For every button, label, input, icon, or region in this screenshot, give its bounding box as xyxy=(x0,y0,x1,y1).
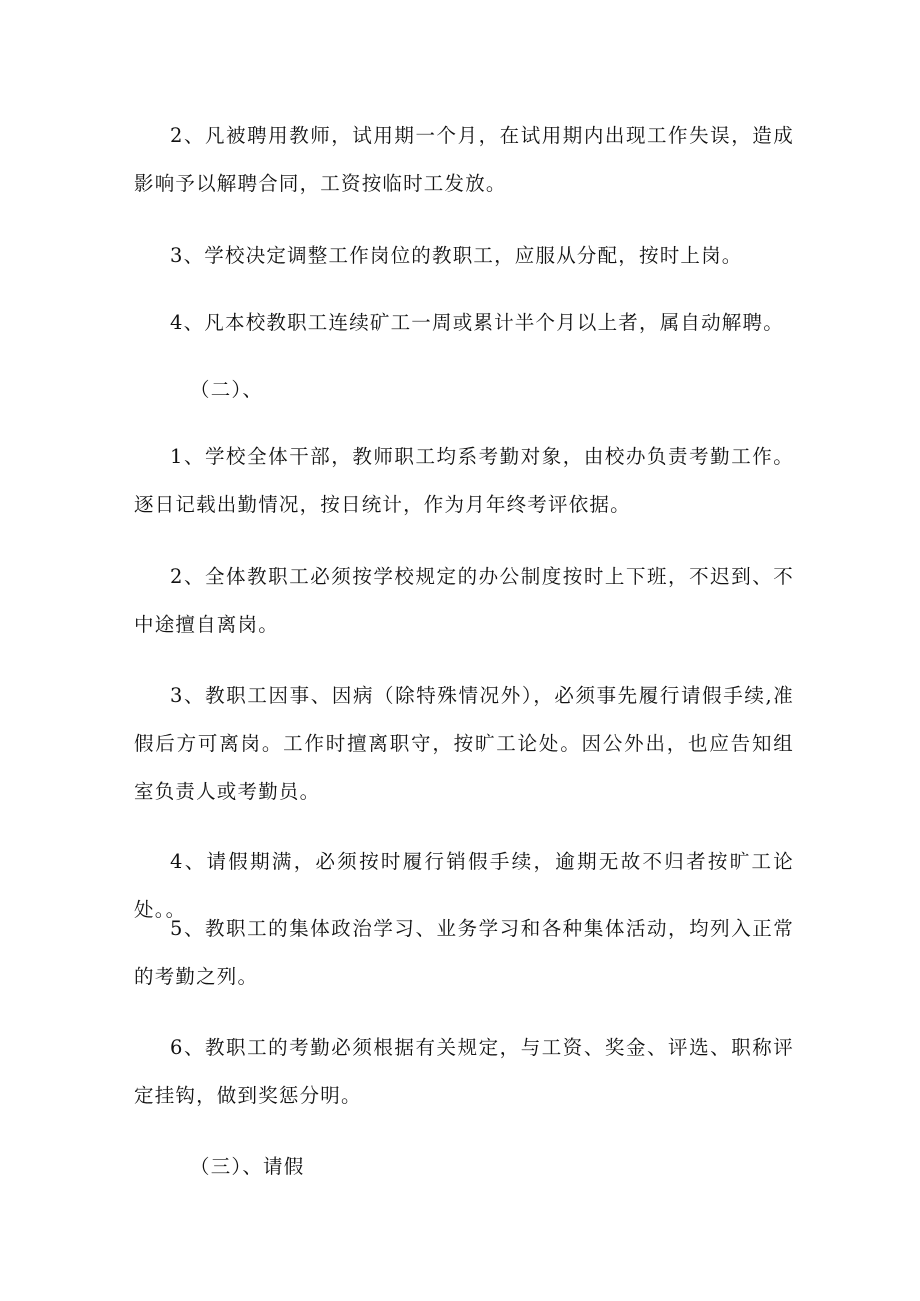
paragraph-collective-activities: 5、教职工的集体政治学习、业务学习和各种集体活动，均列入正常的考勤之列。 xyxy=(134,917,794,988)
paragraph-attendance-scope: 1、学校全体干部，教师职工均系考勤对象，由校办负责考勤工作。逐日记载出勤情况，按日统计，作为月年终考评依据。 xyxy=(134,445,794,516)
paragraph-auto-dismissal: 4、凡本校教职工连续矿工一周或累计半个月以上者，属自动解聘。 xyxy=(170,311,784,334)
paragraph-reassignment: 3、学校决定调整工作岗位的教职工，应服从分配，按时上岗。 xyxy=(170,244,743,267)
paragraph-office-hours: 2、全体教职工必须按学校规定的办公制度按时上下班，不迟到、不中途擅自离岗。 xyxy=(134,565,794,636)
paragraph-leave-procedure: 3、教职工因事、因病（除特殊情况外），必须事先履行请假手续,准假后方可离岗。工作时擅离职守，按旷工论处。因公外出，也应告知组室负责人或考勤员。 xyxy=(134,684,794,803)
paragraph-leave-expiry: 4、请假期满，必须按时履行销假手续，逾期无故不归者按旷工论处。。 xyxy=(134,850,794,921)
section-heading-2: （二）、 xyxy=(190,378,264,401)
paragraph-probation: 2、凡被聘用教师，试用期一个月，在试用期内出现工作失误，造成影响予以解聘合同，工资按临时工发放。 xyxy=(134,124,794,195)
paragraph-rewards: 6、教职工的考勤必须根据有关规定，与工资、奖金、评选、职称评定挂钩，做到奖惩分明。 xyxy=(134,1036,794,1107)
section-heading-3: （三）、请假 xyxy=(190,1155,305,1178)
